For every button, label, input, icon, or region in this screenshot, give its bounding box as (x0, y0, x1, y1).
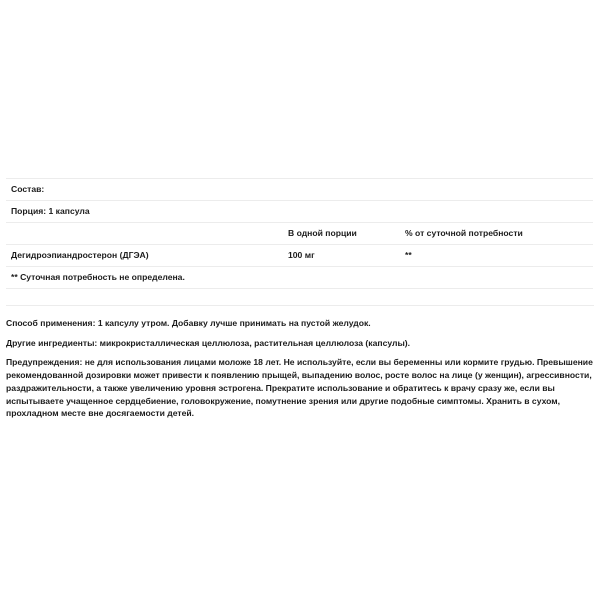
supplement-facts-table (6, 178, 593, 289)
footnote: ** Суточная потребность не определена. (11, 272, 185, 282)
footnote-row (6, 267, 593, 289)
usage-text: Способ применения: 1 капсулу утром. Добавку лучше принимать на пустой желудок. (6, 318, 371, 328)
facts-title-row (6, 179, 593, 201)
ingredient-daily-value: ** (405, 250, 412, 260)
facts-title: Состав: (11, 184, 45, 194)
header-daily-value: % от суточной потребности (405, 228, 523, 238)
header-per-serving: В одной порции (288, 228, 357, 238)
serving-size-row (6, 201, 593, 223)
serving-size: Порция: 1 капсула (11, 206, 90, 216)
ingredient-name: Дегидроэпиандростерон (ДГЭА) (11, 250, 149, 260)
section-divider (6, 305, 594, 306)
ingredient-amount: 100 мг (288, 250, 315, 260)
table-row (6, 245, 593, 267)
other-ingredients-text: Другие ингредиенты: микрокристаллическая целлюлоза, растительная целлюлоза (капсулы). (6, 337, 411, 348)
table-header-row (6, 223, 593, 245)
product-details (6, 317, 596, 427)
warnings-text: Предупреждения: не для использования лицами моложе 18 лет. Не используйте, если вы беременны или кормите грудью. Превышение рекомендованной дозировки может привести к появлению прыщей, выпадению волос, росте волос на лице (у женщин), агрессивности, раздражительности, а также увеличению уровня эстрогена. Прекратите использование и обратитесь к врачу сразу же, если вы испытываете учащенное сердцебиение, головокружение, помутнение зрения или другие подобные симптомы. Хранить в сухом, прохладном месте вне досягаемости детей. (6, 357, 593, 419)
